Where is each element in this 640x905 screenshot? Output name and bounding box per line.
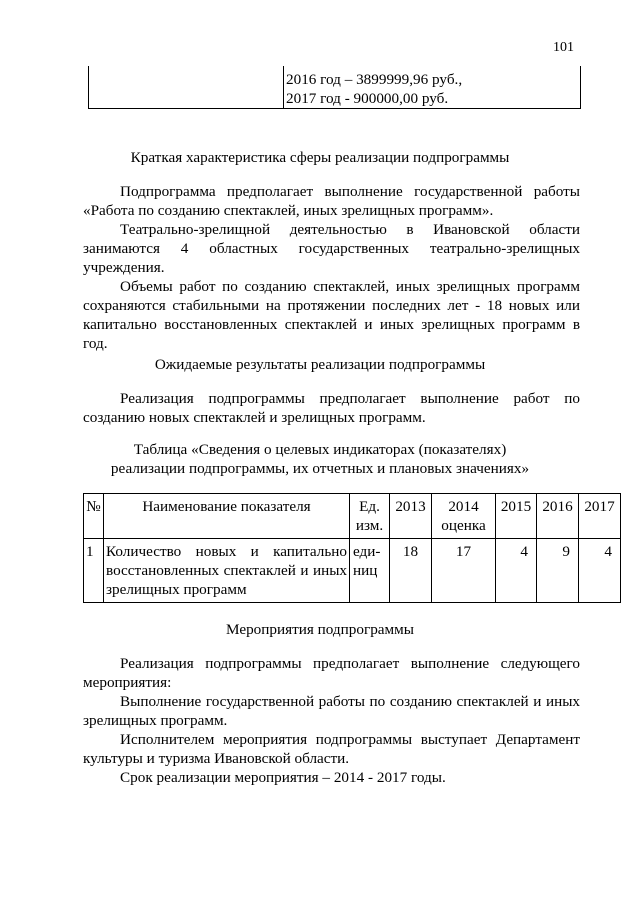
paragraph: Подпрограмма предполагает выполнение государственной работы «Работа по созданию спектаклей, иных зрелищных программ».	[83, 183, 580, 219]
table-row	[84, 539, 621, 603]
paragraph: Выполнение государственной работы по созданию спектаклей и иных зрелищных программ.	[83, 693, 580, 729]
header-indicator-name: Наименование показателя	[104, 494, 350, 539]
section-heading-results: Ожидаемые результаты реализации подпрограммы	[154, 356, 486, 373]
row-value-2014: 17	[432, 539, 496, 603]
funding-table-fragment	[88, 66, 581, 109]
section-characteristics-body	[83, 182, 580, 353]
funding-2017: 2017 год - 900000,00 руб.	[286, 90, 449, 107]
header-2016: 2016	[537, 494, 579, 539]
row-indicator-name: Количество новых и капитально восстановленных спектаклей и иных зрелищных программ	[104, 539, 350, 603]
header-2014: 2014 оценка	[432, 494, 496, 539]
funding-2016: 2016 год – 3899999,96 руб.,	[286, 71, 463, 88]
funding-amounts-cell	[284, 66, 581, 109]
paragraph: Срок реализации мероприятия – 2014 - 2017 годы.	[120, 769, 446, 786]
row-number: 1	[84, 539, 104, 603]
header-2015: 2015	[496, 494, 537, 539]
table-title-line-1: Таблица «Сведения о целевых индикаторах (показателях)	[133, 441, 507, 458]
header-number: №	[84, 494, 104, 539]
paragraph: Реализация подпрограммы предполагает выполнение работ по созданию новых спектаклей и зрелищных программ.	[83, 390, 580, 426]
table-title-line-2: реализации подпрограммы, их отчетных и плановых значениях»	[110, 460, 530, 477]
indicators-table	[83, 493, 621, 603]
row-value-2016: 9	[537, 539, 579, 603]
section-results-body	[83, 389, 580, 427]
section-heading-activities: Мероприятия подпрограммы	[226, 621, 414, 638]
paragraph: Реализация подпрограммы предполагает выполнение следующего мероприятия:	[83, 655, 580, 691]
section-activities-body	[83, 654, 580, 787]
section-heading-characteristics: Краткая характеристика сферы реализации подпрограммы	[130, 149, 510, 166]
table-header-row	[84, 494, 621, 539]
header-2013: 2013	[390, 494, 432, 539]
paragraph: Объемы работ по созданию спектаклей, иных зрелищных программ сохраняются стабильными на протяжении последних лет - 18 новых или капитально восстановленных спектаклей и иных зрелищных программ в год.	[83, 278, 580, 352]
paragraph: Театрально-зрелищной деятельностью в Ивановской области занимаются 4 областных государственных театрально-зрелищных учреждения.	[83, 221, 580, 276]
funding-table-empty-cell	[89, 66, 284, 109]
row-value-2013: 18	[390, 539, 432, 603]
header-unit: Ед. изм.	[350, 494, 390, 539]
row-value-2017: 4	[579, 539, 621, 603]
page-number: 101	[553, 40, 574, 55]
paragraph: Исполнителем мероприятия подпрограммы выступает Департамент культуры и туризма Ивановской области.	[83, 731, 580, 767]
header-2017: 2017	[579, 494, 621, 539]
row-unit: еди-ниц	[350, 539, 390, 603]
row-value-2015: 4	[496, 539, 537, 603]
